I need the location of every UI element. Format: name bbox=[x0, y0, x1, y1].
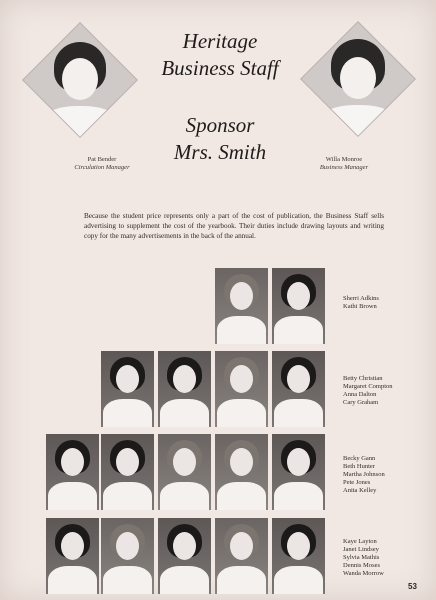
right-feature-name: Willa Monroe bbox=[325, 156, 363, 163]
portrait-kaye-layton bbox=[46, 518, 99, 594]
left-feature-role: Circulation Manager bbox=[74, 164, 130, 171]
portrait-anita-kelley bbox=[272, 434, 325, 510]
portrait-kathi-brown bbox=[272, 268, 325, 344]
portrait-cary-graham bbox=[272, 351, 325, 427]
portrait-wanda-morrow bbox=[272, 518, 325, 594]
name-item: Cary Graham bbox=[343, 399, 379, 406]
portrait-sherri-adkins bbox=[215, 268, 268, 344]
portrait-sylvia-mathis bbox=[158, 518, 211, 594]
name-item: Martha Johnson bbox=[343, 471, 385, 478]
name-item: Beth Hunter bbox=[343, 463, 375, 470]
names-row-2 bbox=[343, 375, 393, 407]
title-line-2: Business Staff bbox=[161, 56, 279, 80]
name-item: Pete Jones bbox=[343, 479, 371, 486]
portrait-dennis-moses bbox=[215, 518, 268, 594]
name-item: Kaye Layton bbox=[343, 538, 377, 545]
page-number: 53 bbox=[408, 582, 417, 591]
name-item: Sylvia Mathis bbox=[343, 554, 380, 561]
name-item: Margaret Compton bbox=[343, 383, 393, 390]
portrait-beth-hunter bbox=[101, 434, 154, 510]
name-item: Sherri Adkins bbox=[343, 295, 379, 302]
title-line-1: Heritage bbox=[182, 29, 258, 53]
name-item: Dennis Moses bbox=[343, 562, 381, 569]
sponsor-line-2: Mrs. Smith bbox=[173, 140, 267, 164]
right-feature-role: Business Manager bbox=[319, 164, 369, 171]
names-row-1 bbox=[343, 295, 379, 311]
portrait-martha-johnson bbox=[158, 434, 211, 510]
portrait-margaret-compton bbox=[158, 351, 211, 427]
name-item: Becky Gann bbox=[343, 455, 376, 462]
portrait-betty-christian bbox=[101, 351, 154, 427]
name-item: Kathi Brown bbox=[343, 303, 377, 310]
portrait-pete-jones bbox=[215, 434, 268, 510]
name-item: Anna Dalton bbox=[343, 391, 377, 398]
name-item: Anita Kelley bbox=[343, 487, 377, 494]
name-item: Betty Christian bbox=[343, 375, 383, 382]
left-feature-name: Pat Bender bbox=[87, 156, 117, 163]
portrait-janet-lindsey bbox=[101, 518, 154, 594]
names-row-3 bbox=[343, 455, 385, 495]
name-item: Janet Lindsey bbox=[343, 546, 379, 553]
sponsor-line-1: Sponsor bbox=[185, 113, 255, 137]
names-row-4 bbox=[343, 538, 384, 578]
portrait-becky-gann bbox=[46, 434, 99, 510]
name-item: Wanda Morrow bbox=[343, 570, 384, 577]
staff-description: Because the student price represents only a part of the cost of publication, the Business Staff sells advertising to supplement the cost of the yearbook. Their duties include drawing layouts and writing copy for the many advertisements in the back of the annual. bbox=[84, 212, 384, 240]
portrait-anna-dalton bbox=[215, 351, 268, 427]
